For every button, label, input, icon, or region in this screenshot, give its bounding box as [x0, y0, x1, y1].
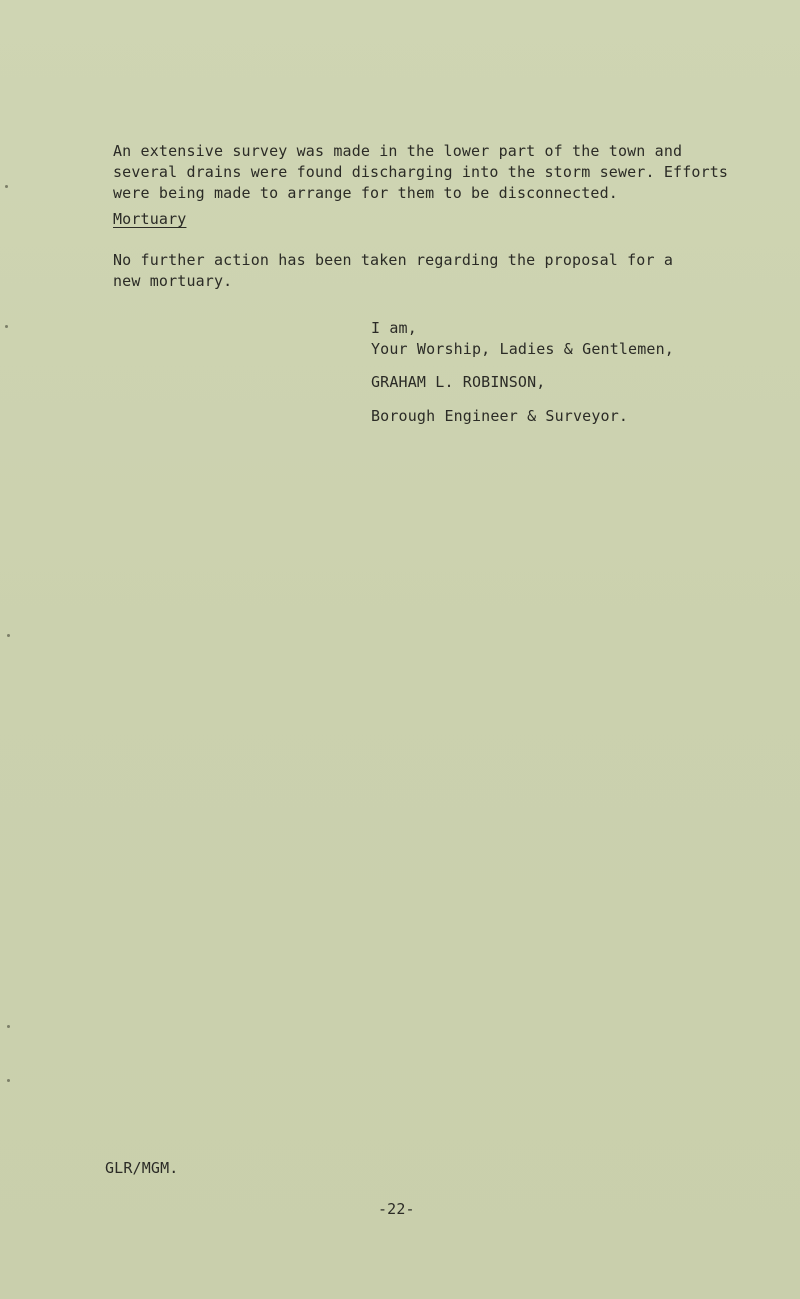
paragraph-mortuary-line-2: new mortuary. [113, 272, 233, 290]
paragraph-drains-line-3: were being made to arrange for them to be disconnected. [113, 184, 618, 202]
scan-speck [7, 1079, 10, 1082]
closing-line-2: Your Worship, Ladies & Gentlemen, [371, 340, 674, 358]
paragraph-drains [113, 141, 728, 204]
paragraph-mortuary-line-1: No further action has been taken regarding the proposal for a [113, 251, 674, 269]
closing-line-1: I am, [371, 319, 417, 337]
paragraph-mortuary [113, 250, 673, 292]
scan-speck [5, 325, 8, 328]
page-number: -22- [378, 1200, 415, 1218]
reference-initials: GLR/MGM. [105, 1159, 179, 1177]
scan-speck [5, 185, 8, 188]
scan-speck [7, 634, 10, 637]
scan-speck [7, 1025, 10, 1028]
paragraph-drains-line-1: An extensive survey was made in the lower part of the town and [113, 142, 683, 160]
paragraph-drains-line-2: several drains were found discharging into the storm sewer. Efforts [113, 163, 729, 181]
signature-name: GRAHAM L. ROBINSON, [371, 373, 546, 391]
section-heading-mortuary: Mortuary [113, 210, 187, 228]
signature-title: Borough Engineer & Surveyor. [371, 407, 629, 425]
